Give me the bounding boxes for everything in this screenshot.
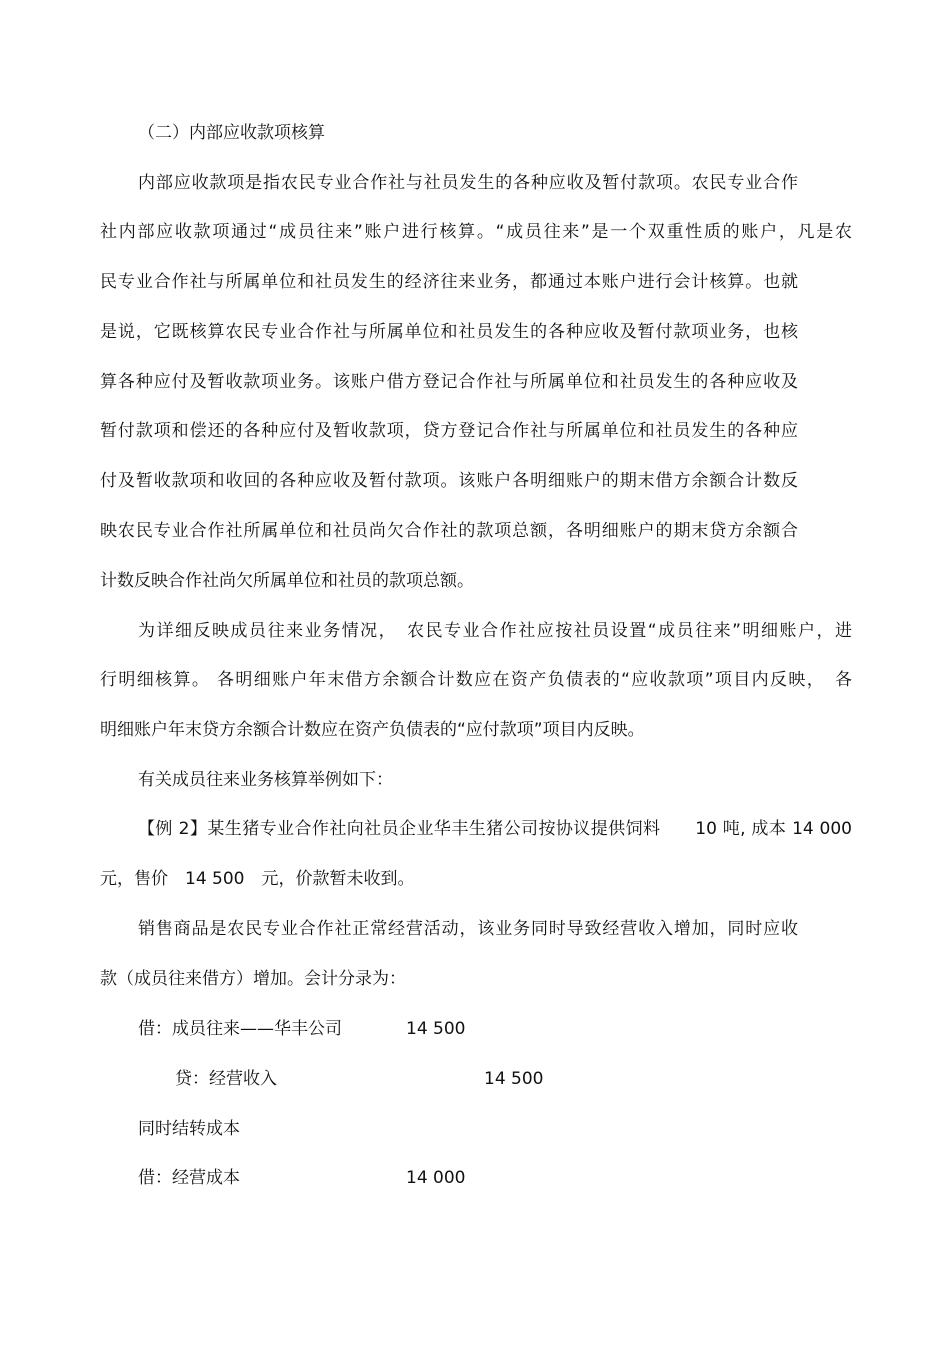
explanation-line-2: 款（成员往来借方）增加。会计分录为： xyxy=(100,969,406,989)
paragraph-1-line-5: 算各种应付及暂收款项业务。该账户借方登记合作社与所属单位和社员发生的各种应收及 xyxy=(100,372,798,392)
paragraph-1-line-4: 是说，它既核算农民专业合作社与所属单位和社员发生的各种应收及暂付款项业务，也核 xyxy=(100,322,798,342)
example-intro: 有关成员往来业务核算举例如下： xyxy=(138,770,393,790)
paragraph-1-line-2: 社内部应收款项通过“成员往来”账户进行核算。“成员往来”是一个双重性质的账户，凡是农 xyxy=(100,222,852,242)
paragraph-1-line-3: 民专业合作社与所属单位和社员发生的经济往来业务，都通过本账户进行会计核算。也就 xyxy=(100,272,798,292)
paragraph-1-line-9: 计数反映合作社尚欠所属单位和社员的款项总额。 xyxy=(100,571,474,591)
entry-1-debit-amount: 14 500 xyxy=(406,1019,466,1039)
paragraph-2-line-1: 为详细反映成员往来业务情况， 农民专业合作社应按社员设置“成员往来”明细账户，进 xyxy=(138,621,852,641)
paragraph-1-line-7: 付及暂收款项和收回的各种应收及暂付款项。该账户各明细账户的期末借方余额合计数反 xyxy=(100,471,798,491)
paragraph-2-line-3: 明细账户年末贷方余额合计数应在资产负债表的“应付款项”项目内反映。 xyxy=(100,720,645,740)
entry-1-credit-amount: 14 500 xyxy=(484,1069,544,1089)
explanation-line-1: 销售商品是农民专业合作社正常经营活动，该业务同时导致经营收入增加，同时应收 xyxy=(138,919,798,939)
example-line-1: 【例 2】某生猪专业合作社向社员企业华丰生猪公司按协议提供饲料 10 吨, 成本 14 000 xyxy=(138,819,852,839)
entry-1-debit-label: 借：成员往来——华丰公司 xyxy=(138,1019,342,1039)
transfer-note: 同时结转成本 xyxy=(138,1119,240,1139)
paragraph-1-line-6: 暂付款项和偿还的各种应付及暂收款项，贷方登记合作社与所属单位和社员发生的各种应 xyxy=(100,421,798,441)
section-heading: （二）内部应收款项核算 xyxy=(138,123,325,143)
entry-1-credit-label: 贷：经营收入 xyxy=(175,1069,277,1089)
paragraph-1-line-1: 内部应收款项是指农民专业合作社与社员发生的各种应收及暂付款项。农民专业合作 xyxy=(138,173,798,193)
paragraph-1-line-8: 映农民专业合作社所属单位和社员尚欠合作社的款项总额，各明细账户的期末贷方余额合 xyxy=(100,521,798,541)
entry-2-debit-amount: 14 000 xyxy=(406,1168,466,1188)
paragraph-2-line-2: 行明细核算。 各明细账户年末借方余额合计数应在资产负债表的“应收款项”项目内反映， 各 xyxy=(100,670,852,690)
example-line-2: 元，售价 14 500 元，价款暂未收到。 xyxy=(100,869,415,889)
entry-2-debit-label: 借：经营成本 xyxy=(138,1168,240,1188)
